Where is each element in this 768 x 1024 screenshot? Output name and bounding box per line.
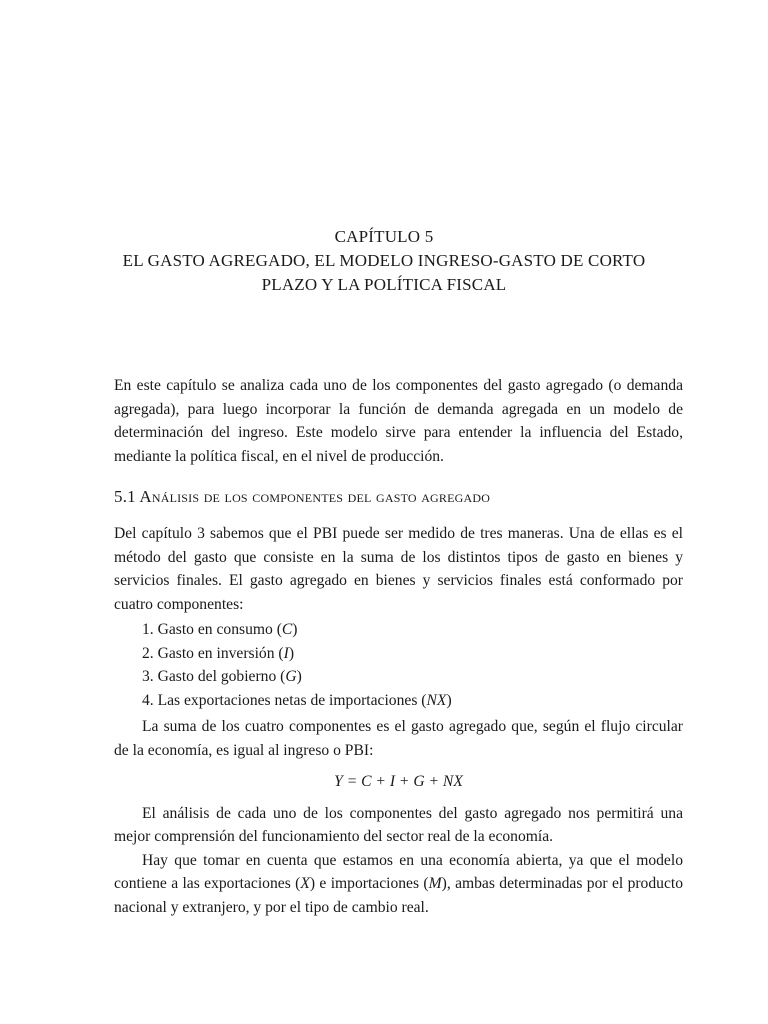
section-paragraph-3: El análisis de cada uno de los componentes del gasto agregado nos permitirá una mejor comprensión del funcionamiento del sector real de la economía. — [114, 804, 683, 845]
chapter-title-line-1: EL GASTO AGREGADO, EL MODELO INGRESO-GASTO DE CORTO — [122, 251, 646, 270]
section-body — [114, 522, 683, 919]
gdp-formula: Y = C + I + G + NX — [334, 773, 463, 790]
section-paragraph-4: Hay que tomar en cuenta que estamos en una economía abierta, ya que el modelo contiene a las exportaciones (X) e importaciones (M), ambas determinadas por el producto nacional y extranjero, y por el tipo de cambio real. — [114, 851, 683, 916]
section-heading-block — [114, 485, 683, 509]
list-symbol: G — [285, 668, 297, 685]
symbol-m: M — [428, 875, 442, 892]
list-symbol: NX — [426, 691, 447, 709]
list-symbol: I — [283, 644, 289, 662]
chapter-heading — [100, 225, 668, 297]
symbol-x: X — [300, 875, 310, 892]
intro-paragraph: En este capítulo se analiza cada uno de los componentes del gasto agregado (o demanda agregada), para luego incorporar la función de demanda agregada en un modelo de determinación del ingreso. Este modelo sirve para entender la influencia del Estado, mediante la política fiscal, en el nivel de producción. — [114, 377, 683, 465]
section-title: 5.1 Análisis de los componentes del gasto agregado — [114, 487, 491, 506]
section-paragraph-1: Del capítulo 3 sabemos que el PBI puede ser medido de tres maneras. Una de ellas es el método del gasto que consiste en la suma de los distintos tipos de gasto en bienes y servicios finales. El gasto agregado en bienes y servicios finales está conformado por cuatro componentes: — [114, 525, 683, 613]
section-paragraph-2: La suma de los cuatro componentes es el gasto agregado que, según el flujo circular de la economía, es igual al ingreso o PBI: — [114, 718, 683, 759]
chapter-number: CAPÍTULO 5 — [334, 227, 434, 246]
list-item: 4. Las exportaciones netas de importaciones (NX) — [142, 691, 452, 709]
list-item: 1. Gasto en consumo (C) — [142, 621, 298, 638]
chapter-title-line-2: PLAZO Y LA POLÍTICA FISCAL — [261, 275, 507, 294]
list-symbol: C — [281, 621, 293, 638]
list-item: 2. Gasto en inversión (I) — [142, 644, 295, 662]
components-list — [114, 618, 683, 712]
intro-block — [114, 374, 683, 468]
list-item: 3. Gasto del gobierno (G) — [142, 668, 302, 685]
